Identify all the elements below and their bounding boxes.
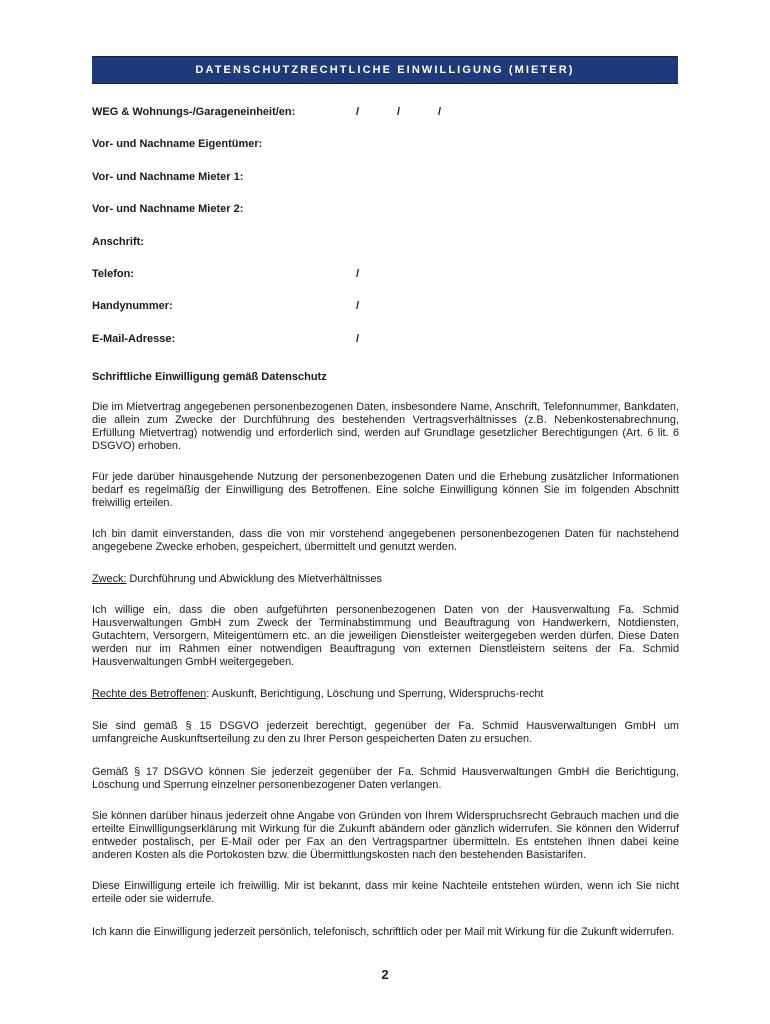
paragraph-withdrawal: Ich kann die Einwilligung jederzeit persönlich, telefonisch, schriftlich oder per Mail mit Wirkung für die Zukunft widerrufen.	[92, 926, 675, 938]
paragraph-revocation: Sie können darüber hinaus jederzeit ohne Angabe von Gründen von Ihrem Widerspruchsrecht Gebrauch machen und die erteilte Einwilligungserklärung mit Wirkung für die Zukunft abändern oder gänzlich widerrufen. Sie können den Widerruf entweder postalisch, per E-Mail oder per Fax an den Vertragspartner übermitteln. Es entstehen Ihnen dabei keine anderen Kosten als die Portokosten bzw. die Übermittlungskosten nach den bestehenden Basistarifen.	[92, 810, 679, 861]
field-weg-label: WEG & Wohnungs-/Garageneinheit/en:	[92, 106, 296, 118]
paragraph-voluntary: Diese Einwilligung erteile ich freiwillig. Mir ist bekannt, dass mir keine Nachteile entstehen würden, wenn ich Sie nicht erteile oder sie widerrufe.	[92, 880, 679, 905]
field-mobile-label: Handynummer:	[92, 300, 173, 312]
field-address-label: Anschrift:	[92, 236, 144, 248]
purpose-label: Zweck:	[92, 573, 127, 585]
phone-separator: /	[356, 268, 360, 280]
paragraph-additional-use: Für jede darüber hinausgehende Nutzung der personenbezogenen Daten und die Erhebung zusätzlicher Informationen bedarf es regelmäßig der Einwilligung des Betroffenen. Eine solche Einwilligung können Sie im folgenden Abschnitt freiwillig erteilen.	[92, 471, 679, 509]
mobile-separator: /	[356, 300, 360, 312]
field-tenant1-label: Vor- und Nachname Mieter 1:	[92, 171, 244, 183]
section-heading: Schriftliche Einwilligung gemäß Datenschutz	[92, 371, 327, 383]
weg-separator-1: /	[356, 106, 360, 118]
page-number: 2	[381, 967, 389, 982]
document-title-bar	[92, 56, 678, 84]
paragraph-information-right: Sie sind gemäß § 15 DSGVO jederzeit berechtigt, gegenüber der Fa. Schmid Hausverwaltungen GmbH um umfangreiche Auskunftserteilung zu den zu Ihrer Person gespeicherten Daten zu ersuchen.	[92, 720, 679, 745]
field-tenant2-label: Vor- und Nachname Mieter 2:	[92, 203, 244, 215]
weg-separator-3: /	[438, 106, 442, 118]
paragraph-consent: Ich bin damit einverstanden, dass die von mir vorstehend angegebenen personenbezogenen Daten für nachstehend angegebene Zwecke erhoben, gespeichert, übermittelt und genutzt werden.	[92, 528, 679, 553]
field-email-label: E-Mail-Adresse:	[92, 333, 176, 345]
field-owner-label: Vor- und Nachname Eigentümer:	[92, 138, 263, 150]
paragraph-legal-basis: Die im Mietvertrag angegebenen personenbezogenen Daten, insbesondere Name, Anschrift, Telefonnummer, Bankdaten, die allein zum Zwecke der Durchführung des bestehenden Vertragsverhältnisses (z.B. Nebenkostenabrechnung, Erfüllung Mietvertrag) notwendig und erforderlich sind, werden auf Grundlage gesetzlicher Berechtigungen (Art. 6 lit. 6 DSGVO) erhoben.	[92, 401, 679, 452]
weg-separator-2: /	[397, 106, 401, 118]
document-title: DATENSCHUTZRECHTLICHE EINWILLIGUNG (MIETER)	[195, 64, 575, 76]
paragraph-data-sharing: Ich willige ein, dass die oben aufgeführten personenbezogenen Daten von der Hausverwaltung Fa. Schmid Hausverwaltungen GmbH zum Zweck der Terminabstimmung und Beauftragung von Handwerkern, Notdiensten, Gutachtern, Versorgern, Miteigentümern etc. an die jeweiligen Dienstleister weitergegeben werden dürfen. Diese Daten werden nur im Rahmen einer notwendigen Beauftragung von externen Dienstleistern seitens der Fa. Schmid Hausverwaltungen GmbH weitergegeben.	[92, 604, 679, 668]
rights-label: Rechte des Betroffenen	[92, 688, 207, 700]
purpose-text: Durchführung und Abwicklung des Mietverhältnisses	[126, 573, 382, 585]
rights-line	[92, 688, 679, 701]
paragraph-correction-right: Gemäß § 17 DSGVO können Sie jederzeit gegenüber der Fa. Schmid Hausverwaltungen GmbH die Berichtigung, Löschung und Sperrung einzelner personenbezogener Daten verlangen.	[92, 766, 679, 791]
field-phone-label: Telefon:	[92, 268, 134, 280]
rights-text: : Auskunft, Berichtigung, Löschung und Sperrung, Widerspruchs-recht	[206, 688, 544, 700]
purpose-line	[92, 573, 679, 586]
email-separator: /	[356, 333, 360, 345]
